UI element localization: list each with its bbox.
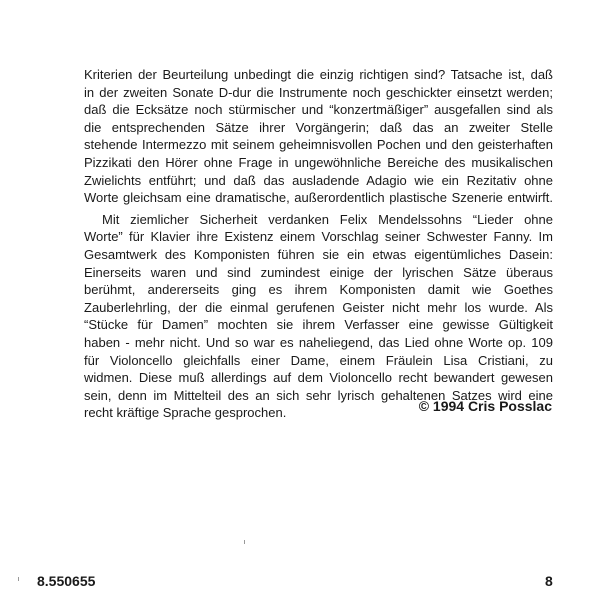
text-line: Mit ziemlicher Sicherheit verdanken Felix Mendelssohns “Lieder ohne bbox=[102, 211, 553, 227]
text-line: Kriterien der Beurteilung unbedingt die einzig richtigen sind? Tatsache ist, daß bbox=[84, 67, 553, 82]
text-line: Worte” für Klavier ihre Existenz einem Vorschlag seiner Schwester Fanny. Im bbox=[84, 229, 553, 245]
body-text bbox=[84, 66, 553, 426]
print-mark bbox=[244, 540, 245, 544]
text-line: haben - mehr nicht. Und so war es naheliegend, das Lied ohne Worte op. 109 bbox=[84, 334, 553, 350]
text-line: berühmt, andererseits ging es ihrem Komponisten damit wie Goethes bbox=[84, 282, 553, 298]
text-line: Zwielichts entführt; und daß das ausladende Adagio wie ein Rezitativ ohne bbox=[84, 172, 553, 188]
text-line: widmen. Diese muß allerdings auf dem Violoncello recht bewandert gewesen bbox=[84, 370, 553, 386]
text-line: “Stücke für Damen” mochten sie ihrem Verfasser eine gewisse Gültigkeit bbox=[84, 317, 553, 333]
catalog-number: 8.550655 bbox=[37, 573, 96, 589]
copyright-notice: © 1994 Cris Posslac bbox=[418, 398, 552, 414]
text-line: stehende Intermezzo mit seinem geheimnisvollen Pochen und den geisterhaften bbox=[84, 137, 553, 153]
page-number: 8 bbox=[545, 573, 553, 589]
paragraph-1 bbox=[84, 66, 553, 207]
text-line: Zauberlehrling, der die einmal gerufenen Geister nicht mehr los wurde. Als bbox=[84, 299, 553, 315]
text-line: Worte gleichsam eine dramatische, außerordentlich plastische Szenerie entwirft. bbox=[84, 190, 553, 206]
paragraph-2 bbox=[84, 211, 553, 422]
text-line: in der zweiten Sonate D-dur die Instrumente noch geschickter einsetzt werden; bbox=[84, 84, 553, 100]
text-line: daß die Ecksätze noch stürmischer und “konzertmäßiger” ausgefallen sind als bbox=[84, 102, 553, 118]
print-mark bbox=[18, 577, 19, 581]
text-line: sein, denn im Mittelteil des an sich sehr lyrisch gehaltenen Satzes wird eine bbox=[84, 387, 553, 403]
text-line: Gesamtwerk des Komponisten führen sie ein etwas eigentümliches Dasein: bbox=[84, 246, 553, 262]
text-line: die entsprechenden Sätze ihrer Vorgängerin; daß das an zweiter Stelle bbox=[84, 119, 553, 135]
text-line: Pizzikati den Hörer ohne Frage in ungewöhnliche Bereiche des musikalischen bbox=[84, 154, 553, 170]
text-line: Einerseits waren und sind zumindest einige der lyrischen Sätze überaus bbox=[84, 264, 553, 280]
text-line: recht kräftige Sprache gesprochen. bbox=[84, 405, 287, 421]
text-line: für Violoncello gleichfalls einer Dame, einem Fräulein Lisa Cristiani, zu bbox=[84, 352, 553, 368]
